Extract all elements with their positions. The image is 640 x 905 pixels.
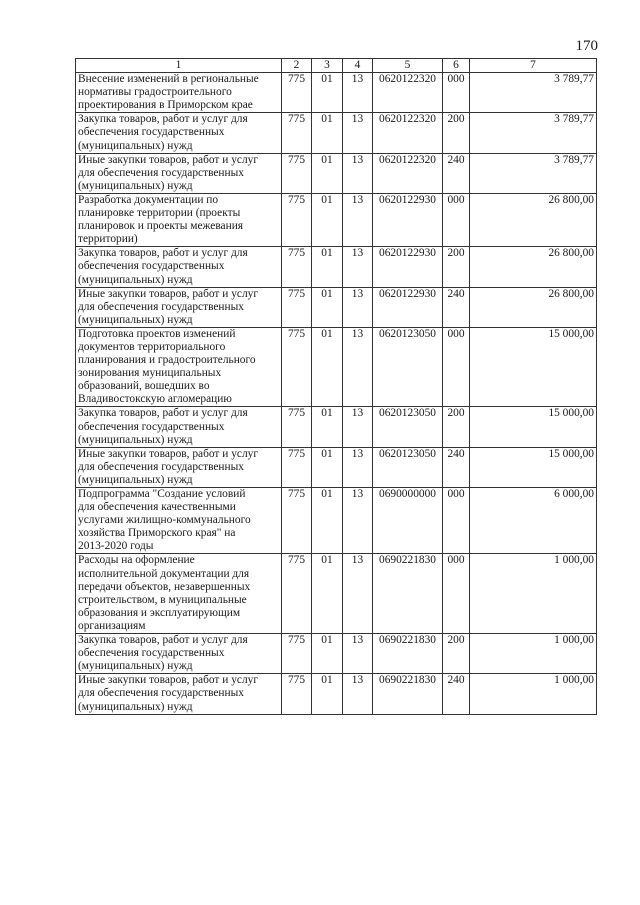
row-col6-cell: 240 [443,447,470,487]
row-name-cell: Подпрограмма "Создание условий для обеспечения качественными услугами жилищно-коммунального хозяйства Приморского края" на 2013-2020 годы [76,488,282,554]
row-col3-cell: 01 [312,674,343,714]
row-amount-cell: 15 000,00 [470,447,597,487]
table-row [76,193,597,246]
row-col2-cell: 775 [282,407,312,447]
row-col2-cell: 775 [282,554,312,634]
row-amount-cell: 15 000,00 [470,327,597,407]
row-col3-cell: 01 [312,447,343,487]
row-col2-cell: 775 [282,73,312,113]
row-amount-cell: 26 800,00 [470,193,597,246]
row-col4-cell: 13 [343,247,373,287]
row-col3-cell: 01 [312,247,343,287]
row-name-cell: Подготовка проектов изменений документов территориального планирования и градостроительного зонирования муниципальных образований, вошедших во Владивостокскую агломерацию [76,327,282,407]
table-header [76,59,597,73]
row-col3-cell: 01 [312,634,343,674]
row-col6-cell: 200 [443,247,470,287]
row-col6-cell: 240 [443,287,470,327]
row-col2-cell: 775 [282,153,312,193]
row-code-cell: 0620122930 [373,193,443,246]
table-row [76,287,597,327]
row-col2-cell: 775 [282,327,312,407]
row-col3-cell: 01 [312,193,343,246]
row-name-cell: Закупка товаров, работ и услуг для обеспечения государственных (муниципальных) нужд [76,634,282,674]
row-code-cell: 0620122930 [373,247,443,287]
table-row [76,447,597,487]
table-body [76,73,597,715]
row-col3-cell: 01 [312,327,343,407]
row-name-cell: Разработка документации по планировке территории (проекты планировок и проекты межевания территории) [76,193,282,246]
table-row [76,327,597,407]
row-col4-cell: 13 [343,634,373,674]
row-amount-cell: 26 800,00 [470,287,597,327]
row-col6-cell: 240 [443,153,470,193]
row-col4-cell: 13 [343,488,373,554]
row-col4-cell: 13 [343,554,373,634]
row-col3-cell: 01 [312,407,343,447]
row-col4-cell: 13 [343,153,373,193]
row-amount-cell: 3 789,77 [470,73,597,113]
table-row [76,113,597,153]
row-col3-cell: 01 [312,488,343,554]
row-col2-cell: 775 [282,193,312,246]
row-col6-cell: 000 [443,193,470,246]
row-name-cell: Закупка товаров, работ и услуг для обеспечения государственных (муниципальных) нужд [76,247,282,287]
row-code-cell: 0620122320 [373,113,443,153]
row-col3-cell: 01 [312,113,343,153]
row-col6-cell: 200 [443,407,470,447]
row-col2-cell: 775 [282,674,312,714]
table-row [76,488,597,554]
column-header-7: 7 [470,59,597,73]
row-col4-cell: 13 [343,193,373,246]
row-col4-cell: 13 [343,674,373,714]
row-name-cell: Иные закупки товаров, работ и услуг для обеспечения государственных (муниципальных) нужд [76,153,282,193]
row-amount-cell: 1 000,00 [470,674,597,714]
row-name-cell: Закупка товаров, работ и услуг для обеспечения государственных (муниципальных) нужд [76,407,282,447]
row-name-cell: Расходы на оформление исполнительной документации для передачи объектов, незавершенных строительством, в муниципальные образования и эксплуатирующим организациям [76,554,282,634]
row-code-cell: 0620123050 [373,447,443,487]
row-col4-cell: 13 [343,327,373,407]
row-amount-cell: 26 800,00 [470,247,597,287]
row-code-cell: 0690000000 [373,488,443,554]
budget-table [75,58,597,715]
row-amount-cell: 3 789,77 [470,113,597,153]
row-code-cell: 0690221830 [373,554,443,634]
row-code-cell: 0690221830 [373,674,443,714]
column-header-4: 4 [343,59,373,73]
row-amount-cell: 6 000,00 [470,488,597,554]
row-name-cell: Иные закупки товаров, работ и услуг для обеспечения государственных (муниципальных) нужд [76,447,282,487]
row-col4-cell: 13 [343,447,373,487]
row-col6-cell: 200 [443,634,470,674]
table-row [76,634,597,674]
row-name-cell: Закупка товаров, работ и услуг для обеспечения государственных (муниципальных) нужд [76,113,282,153]
column-header-1: 1 [76,59,282,73]
row-amount-cell: 15 000,00 [470,407,597,447]
row-name-cell: Внесение изменений в региональные нормативы градостроительного проектирования в Приморском крае [76,73,282,113]
row-col6-cell: 200 [443,113,470,153]
row-col2-cell: 775 [282,488,312,554]
table-row [76,407,597,447]
table-row [76,153,597,193]
row-code-cell: 0690221830 [373,634,443,674]
row-col6-cell: 000 [443,327,470,407]
column-header-5: 5 [373,59,443,73]
row-code-cell: 0620123050 [373,327,443,407]
row-col4-cell: 13 [343,407,373,447]
row-col2-cell: 775 [282,287,312,327]
header-row [76,59,597,73]
row-name-cell: Иные закупки товаров, работ и услуг для обеспечения государственных (муниципальных) нужд [76,674,282,714]
column-header-6: 6 [443,59,470,73]
column-header-2: 2 [282,59,312,73]
row-col2-cell: 775 [282,247,312,287]
column-header-3: 3 [312,59,343,73]
table-row [76,554,597,634]
row-code-cell: 0620122930 [373,287,443,327]
row-amount-cell: 1 000,00 [470,634,597,674]
row-col6-cell: 000 [443,488,470,554]
row-code-cell: 0620123050 [373,407,443,447]
table-row [76,674,597,714]
row-col6-cell: 000 [443,73,470,113]
row-col3-cell: 01 [312,287,343,327]
row-code-cell: 0620122320 [373,153,443,193]
page-number: 170 [575,38,598,54]
row-col4-cell: 13 [343,73,373,113]
row-col2-cell: 775 [282,447,312,487]
row-col4-cell: 13 [343,113,373,153]
row-col4-cell: 13 [343,287,373,327]
row-col3-cell: 01 [312,554,343,634]
row-amount-cell: 1 000,00 [470,554,597,634]
row-col3-cell: 01 [312,73,343,113]
row-col6-cell: 000 [443,554,470,634]
table-row [76,73,597,113]
row-code-cell: 0620122320 [373,73,443,113]
row-col2-cell: 775 [282,113,312,153]
row-col3-cell: 01 [312,153,343,193]
row-col2-cell: 775 [282,634,312,674]
row-name-cell: Иные закупки товаров, работ и услуг для обеспечения государственных (муниципальных) нужд [76,287,282,327]
table-row [76,247,597,287]
row-amount-cell: 3 789,77 [470,153,597,193]
row-col6-cell: 240 [443,674,470,714]
